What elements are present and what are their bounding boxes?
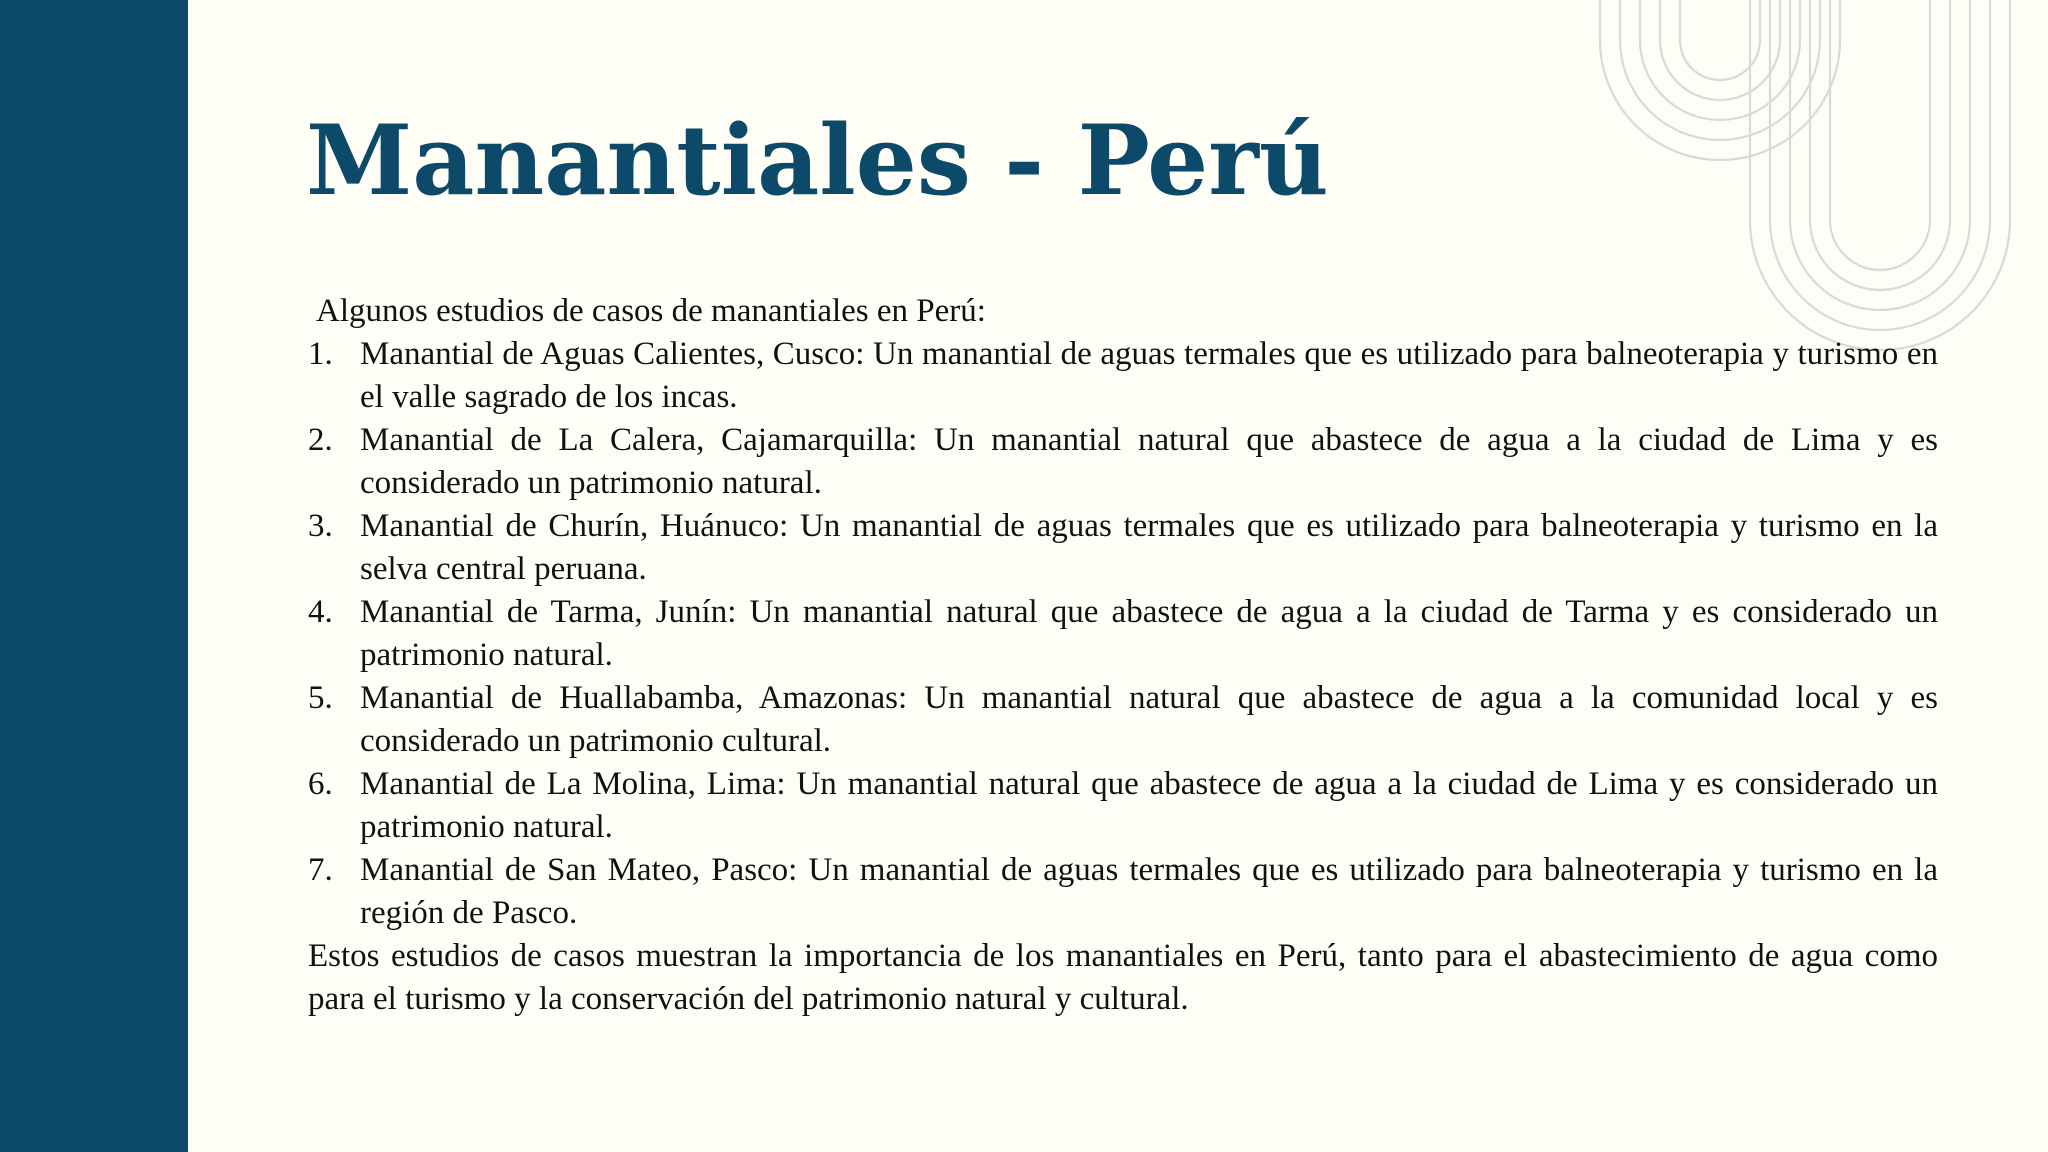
list-item (308, 591, 1938, 677)
list-item (308, 419, 1938, 505)
list-item (308, 333, 1938, 419)
list-item-text: Manantial de Huallabamba, Amazonas: Un manantial natural que abastece de agua a la comunidad local y es considerado un patrimonio cultural. (360, 680, 1938, 759)
list-item-number: 1. (308, 336, 333, 372)
side-accent-bar (0, 0, 188, 1152)
list-item-number: 5. (308, 680, 333, 716)
list-item (308, 505, 1938, 591)
list-item (308, 763, 1938, 849)
list-item-number: 7. (308, 852, 333, 888)
list-item (308, 677, 1938, 763)
list-item-text: Manantial de La Molina, Lima: Un manantial natural que abastece de agua a la ciudad de Lima y es considerado un patrimonio natural. (360, 766, 1938, 845)
slide-body (308, 290, 1938, 1021)
list-item-number: 2. (308, 422, 333, 458)
intro-text: Algunos estudios de casos de manantiales en Perú: (316, 293, 986, 329)
conclusion-text: Estos estudios de casos muestran la importancia de los manantiales en Perú, tanto para el abastecimiento de agua como para el turismo y la conservación del patrimonio natural y cultural. (308, 938, 1938, 1017)
page-title: Manantiales - Perú (306, 104, 1329, 217)
case-list (308, 333, 1938, 935)
list-item-text: Manantial de Tarma, Junín: Un manantial natural que abastece de agua a la ciudad de Tarma y es considerado un patrimonio natural. (360, 594, 1938, 673)
list-item-text: Manantial de Churín, Huánuco: Un manantial de aguas termales que es utilizado para balneoterapia y turismo en la selva central peruana. (360, 508, 1938, 587)
list-item-text: Manantial de San Mateo, Pasco: Un manantial de aguas termales que es utilizado para balneoterapia y turismo en la región de Pasco. (360, 852, 1938, 931)
list-item-number: 4. (308, 594, 333, 630)
list-item-number: 3. (308, 508, 333, 544)
list-item-text: Manantial de Aguas Calientes, Cusco: Un manantial de aguas termales que es utilizado para balneoterapia y turismo en el valle sagrado de los incas. (360, 336, 1938, 415)
list-item-number: 6. (308, 766, 333, 802)
list-item (308, 849, 1938, 935)
list-item-text: Manantial de La Calera, Cajamarquilla: Un manantial natural que abastece de agua a la ciudad de Lima y es considerado un patrimonio natural. (360, 422, 1938, 501)
